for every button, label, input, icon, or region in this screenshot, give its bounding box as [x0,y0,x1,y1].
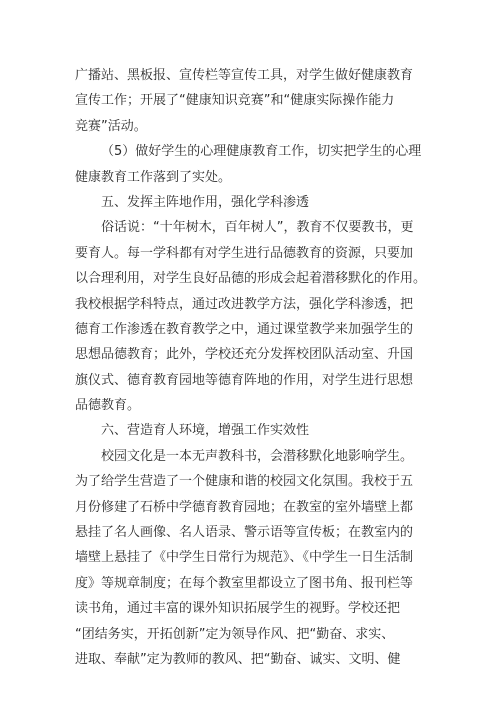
paragraph-line: 竞赛”活动。 [75,118,147,134]
paragraph-line: 要育人。每一学科都有对学生进行品德教育的资源，只要加 [75,245,414,261]
paragraph-line: 我校根据学科特点，通过改进教学方法，强化学科渗透，把 [75,296,414,312]
paragraph-line: 月份修建了石桥中学德育教育园地；在教室的室外墙壁上都 [75,499,414,515]
paragraph-line: 以合理利用，对学生良好品德的形成会起着潜移默化的作用。 [75,271,427,287]
paragraph-line: 旗仪式、德育教育园地等德育阵地的作用，对学生进行思想 [75,372,414,388]
paragraph-line: 品德教育。 [75,398,141,414]
paragraph-line: 校园文化是一本无声教科书，会潜移默化地影响学生。 [101,448,414,464]
paragraph-line: “团结务实，开拓创新”定为领导作风、把“勤奋、求实、 [75,626,395,642]
paragraph-line: 悬挂了名人画像、名人语录、警示语等宣传板；在教室内的 [75,525,414,541]
paragraph-line: 德育工作渗透在教育教学之中，通过课堂教学来加强学生的 [75,321,414,337]
paragraph-line: （5）做好学生的心理健康教育工作，切实把学生的心理 [101,144,422,160]
paragraph-line: 为了给学生营造了一个健康和谐的校园文化氛围。我校于五 [75,474,414,490]
paragraph-line: 健康教育工作落到了实处。 [75,169,232,185]
paragraph-line: 进取、奉献”定为教师的教风、把“勤奋、诚实、文明、健 [75,651,401,667]
paragraph-line: 思想品德教育；此外，学校还充分发挥校团队活动室、升国 [75,347,414,363]
paragraph-line: 广播站、黑板报、宣传栏等宣传工具，对学生做好健康教育 [75,68,414,83]
section-heading: 六、营造育人环境，增强工作实效性 [101,423,310,439]
document-body [75,63,435,672]
paragraph-line: 度》等规章制度；在每个教室里都设立了图书角、报刊栏等 [75,575,414,591]
paragraph-line: 墙壁上悬挂了《中学生日常行为规范》、《中学生一日生活制 [75,550,414,566]
section-heading: 五、发挥主阵地作用，强化学科渗透 [101,194,310,210]
paragraph-line: 俗话说：“十年树木，百年树人”，教育不仅要教书，更 [101,220,414,236]
paragraph-line: 宣传工作；开展了“健康知识竞赛”和“健康实际操作能力 [75,93,395,109]
paragraph-line: 读书角，通过丰富的课外知识拓展学生的视野。学校还把 [75,601,401,617]
